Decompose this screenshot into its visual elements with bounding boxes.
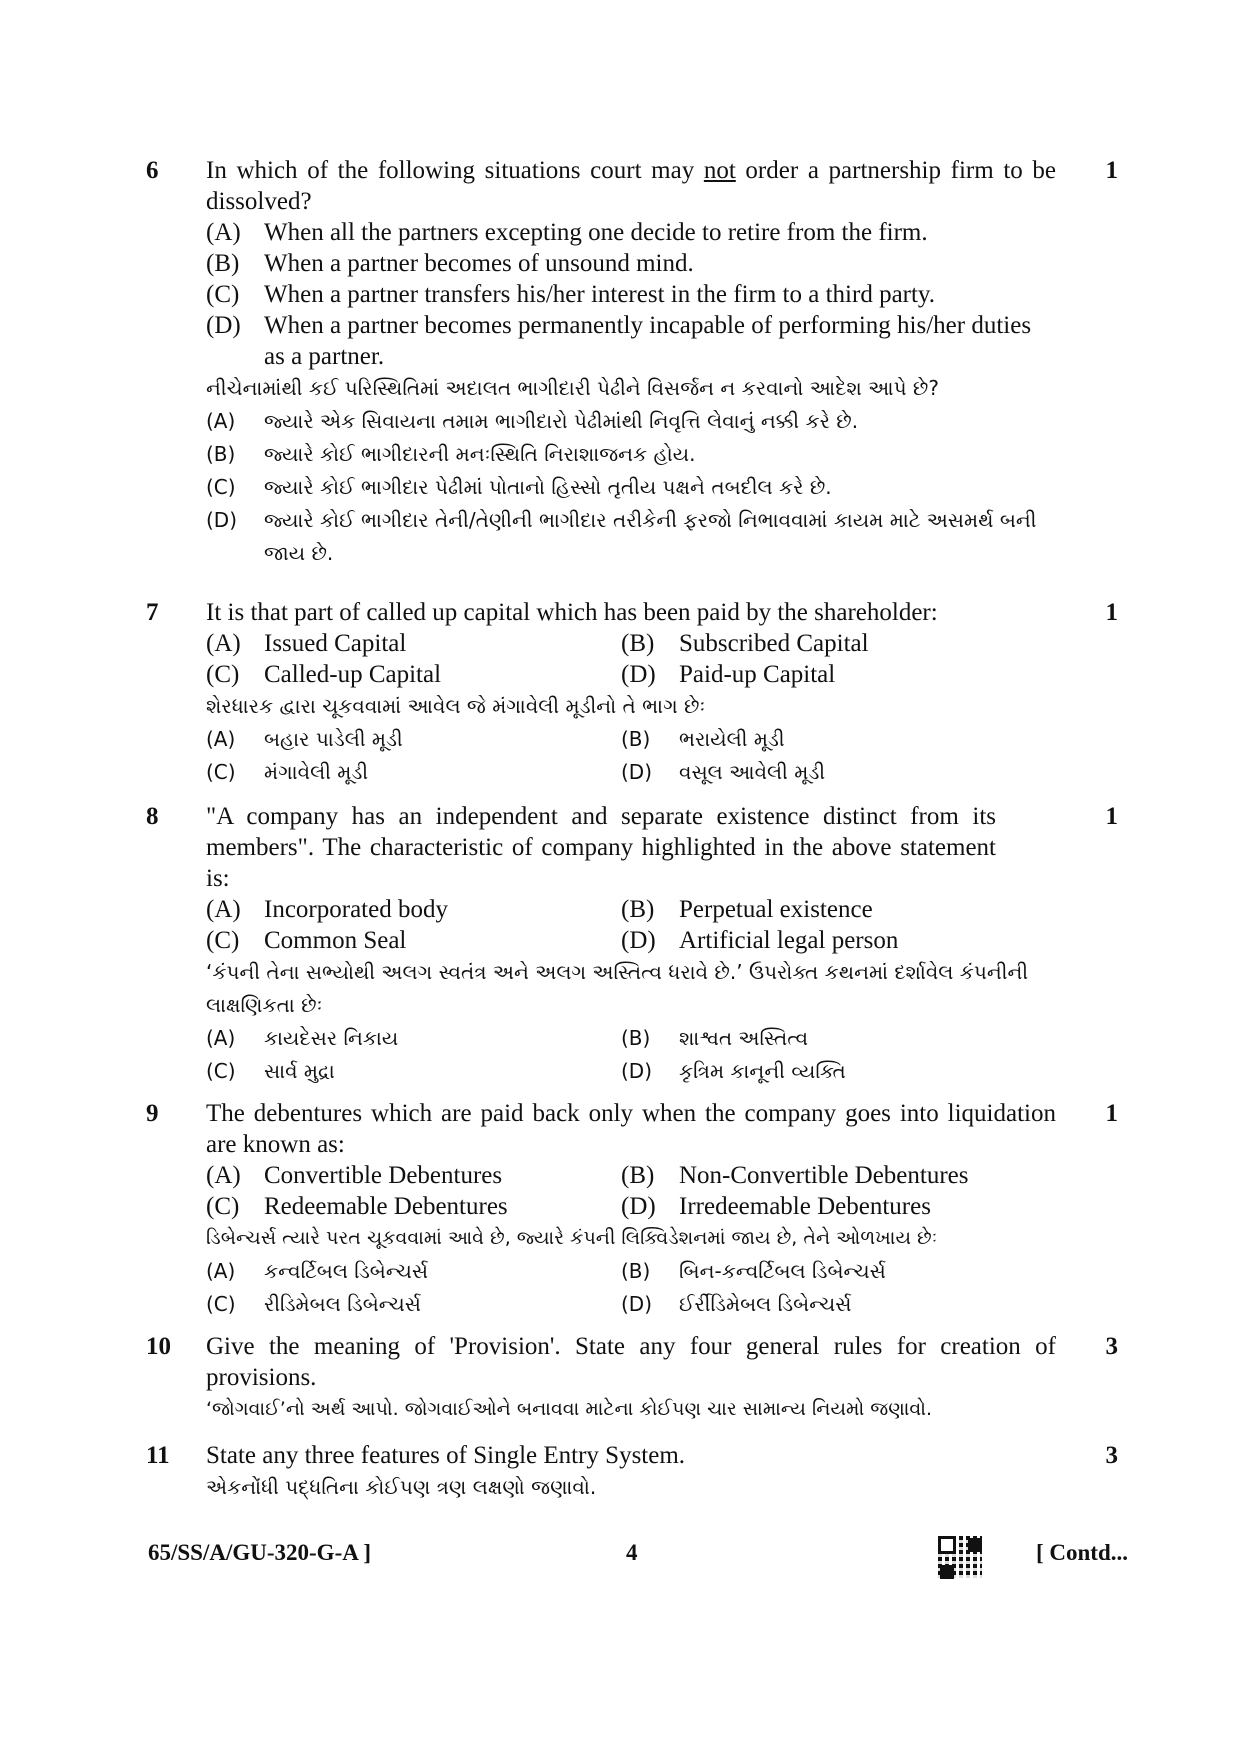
- option-b: (B) When a partner becomes of unsound mind.: [206, 250, 694, 277]
- question-text-en: "A company has an independent and separate existence distinct from its members". The characteristic of company highlighted in the above statement is:: [206, 803, 996, 892]
- option-d-gu: (D) ઈર્રીડિમેબલ ડિબેન્ચર્સ: [621, 1292, 852, 1316]
- option-b-gu: (B) શાશ્વત અસ્તિત્વ: [621, 1026, 809, 1050]
- option-d: (D) When a partner becomes permanently incapable of performing his/her duties as a partner.: [206, 312, 1032, 370]
- option-c: (C) Redeemable Debentures: [206, 1193, 508, 1220]
- question-text-gu: એકનોંધી પદ્ધતિના કોઈપણ ત્રણ લક્ષણો જણાવો.: [206, 1475, 597, 1499]
- question-number: 9: [146, 1100, 159, 1127]
- option-b: (B) Non-Convertible Debentures: [621, 1162, 969, 1189]
- question-text-en: The debentures which are paid back only when the company goes into liquidation are known as:: [206, 1100, 1056, 1158]
- page-number: 4: [626, 1540, 638, 1565]
- question-text-gu: ‘જોગવાઈ’નો અર્થ આપો. જોગવાઈઓને બનાવવા માટેના કોઈપણ ચાર સામાન્ય નિયમો જણાવો.: [206, 1398, 933, 1420]
- option-c: (C) Common Seal: [206, 927, 407, 954]
- question-6: [148, 155, 1128, 570]
- question-text-en: Give the meaning of 'Provision'. State any four general rules for creation of provisions.: [206, 1333, 1056, 1391]
- question-number: 10: [146, 1333, 171, 1360]
- option-d: (D) Artificial legal person: [621, 927, 899, 954]
- option-a: (A) Issued Capital: [206, 630, 407, 657]
- question-marks: 3: [1105, 1333, 1118, 1360]
- question-text-en: It is that part of called up capital which has been paid by the shareholder:: [206, 599, 938, 626]
- option-a-gu: (A) બહાર પાડેલી મૂડી: [206, 727, 403, 751]
- question-number: 6: [146, 157, 159, 184]
- question-number: 11: [146, 1442, 170, 1469]
- page-footer: [148, 1538, 1128, 1578]
- option-d: (D) Irredeemable Debentures: [621, 1193, 931, 1220]
- question-text-gu: નીચેનામાંથી કઈ પરિસ્થિતિમાં અદાલત ભાગીદારી પેઢીને વિસર્જન ન કરવાનો આદેશ આપે છે?: [206, 376, 940, 400]
- question-marks: 1: [1105, 157, 1118, 184]
- option-d-gu: (D) જ્યારે કોઈ ભાગીદાર તેની/તેણીની ભાગીદાર તરીકેની ફરજો નિભાવવામાં કાયમ માટે અસમર્થ બની જાય છે.: [206, 508, 1037, 565]
- option-d-gu: (D) વસૂલ આવેલી મૂડી: [621, 760, 826, 784]
- option-d-gu: (D) કૃત્રિમ કાનૂની વ્યક્તિ: [621, 1059, 846, 1083]
- option-b-gu: (B) બિન-કન્વર્ટિબલ ડિબેન્ચર્સ: [621, 1259, 886, 1283]
- question-text-gu: ડિબેન્ચર્સ ત્યારે પરત ચૂકવવામાં આવે છે, જ્યારે કંપની લિક્વિડેશનમાં જાય છે, તેને ઓળખાય છેઃ: [206, 1227, 938, 1249]
- question-text-en: In which of the following situations court may not order a partnership firm to be dissolved?: [206, 157, 1056, 215]
- question-text-gu: શેરધારક દ્વારા ચૂકવવામાં આવેલ જે મંગાવેલી મૂડીનો તે ભાગ છેઃ: [206, 694, 706, 718]
- question-10: [148, 1331, 1128, 1426]
- question-marks: 3: [1105, 1442, 1118, 1469]
- question-number: 8: [146, 803, 159, 830]
- option-a: (A) Convertible Debentures: [206, 1162, 503, 1189]
- question-11: [148, 1440, 1128, 1504]
- question-marks: 1: [1105, 599, 1118, 626]
- option-c: (C) Called-up Capital: [206, 661, 442, 688]
- qr-code-icon: [938, 1536, 982, 1578]
- option-d: (D) Paid-up Capital: [621, 661, 836, 688]
- question-9: [148, 1098, 1128, 1321]
- option-b-gu: (B) ભરાયેલી મૂડી: [621, 727, 785, 751]
- question-text-en: State any three features of Single Entry System.: [206, 1442, 686, 1469]
- option-c-gu: (C) જ્યારે કોઈ ભાગીદાર પેઢીમાં પોતાનો હિસ્સો તૃતીય પક્ષને તબદીલ કરે છે.: [206, 475, 832, 499]
- option-a: (A) When all the partners excepting one decide to retire from the firm.: [206, 219, 928, 246]
- question-marks: 1: [1105, 1100, 1118, 1127]
- option-a-gu: (A) જ્યારે એક સિવાયના તમામ ભાગીદારો પેઢીમાંથી નિવૃત્તિ લેવાનું નક્કી કરે છે.: [206, 409, 859, 433]
- option-c-gu: (C) રીડિમેબલ ડિબેન્ચર્સ: [206, 1292, 421, 1316]
- option-c-gu: (C) સાર્વ મુદ્રા: [206, 1059, 335, 1083]
- option-b: (B) Subscribed Capital: [621, 630, 869, 657]
- question-marks: 1: [1105, 803, 1118, 830]
- option-b: (B) Perpetual existence: [621, 896, 873, 923]
- option-c: (C) When a partner transfers his/her interest in the firm to a third party.: [206, 281, 936, 308]
- option-a-gu: (A) કાયદેસર નિકાય: [206, 1026, 399, 1050]
- question-8: [148, 801, 1128, 1088]
- question-number: 7: [146, 599, 159, 626]
- option-a: (A) Incorporated body: [206, 896, 448, 923]
- question-text-gu: ‘કંપની તેના સભ્યોથી અલગ સ્વતંત્ર અને અલગ અસ્તિત્વ ધરાવે છે.’ ઉપરોક્ત કથનમાં દર્શાવેલ કંપનીની લાક્ષણિકતા છેઃ: [206, 960, 1029, 1017]
- question-7: [148, 597, 1128, 789]
- option-a-gu: (A) કન્વર્ટિબલ ડિબેન્ચર્સ: [206, 1259, 429, 1283]
- continued-label: [ Contd...: [1035, 1540, 1128, 1565]
- option-c-gu: (C) મંગાવેલી મૂડી: [206, 760, 369, 784]
- option-b-gu: (B) જ્યારે કોઈ ભાગીદારની મનઃસ્થિતિ નિરાશાજનક હોય.: [206, 442, 696, 466]
- paper-code: 65/SS/A/GU-320-G-A ]: [148, 1540, 371, 1565]
